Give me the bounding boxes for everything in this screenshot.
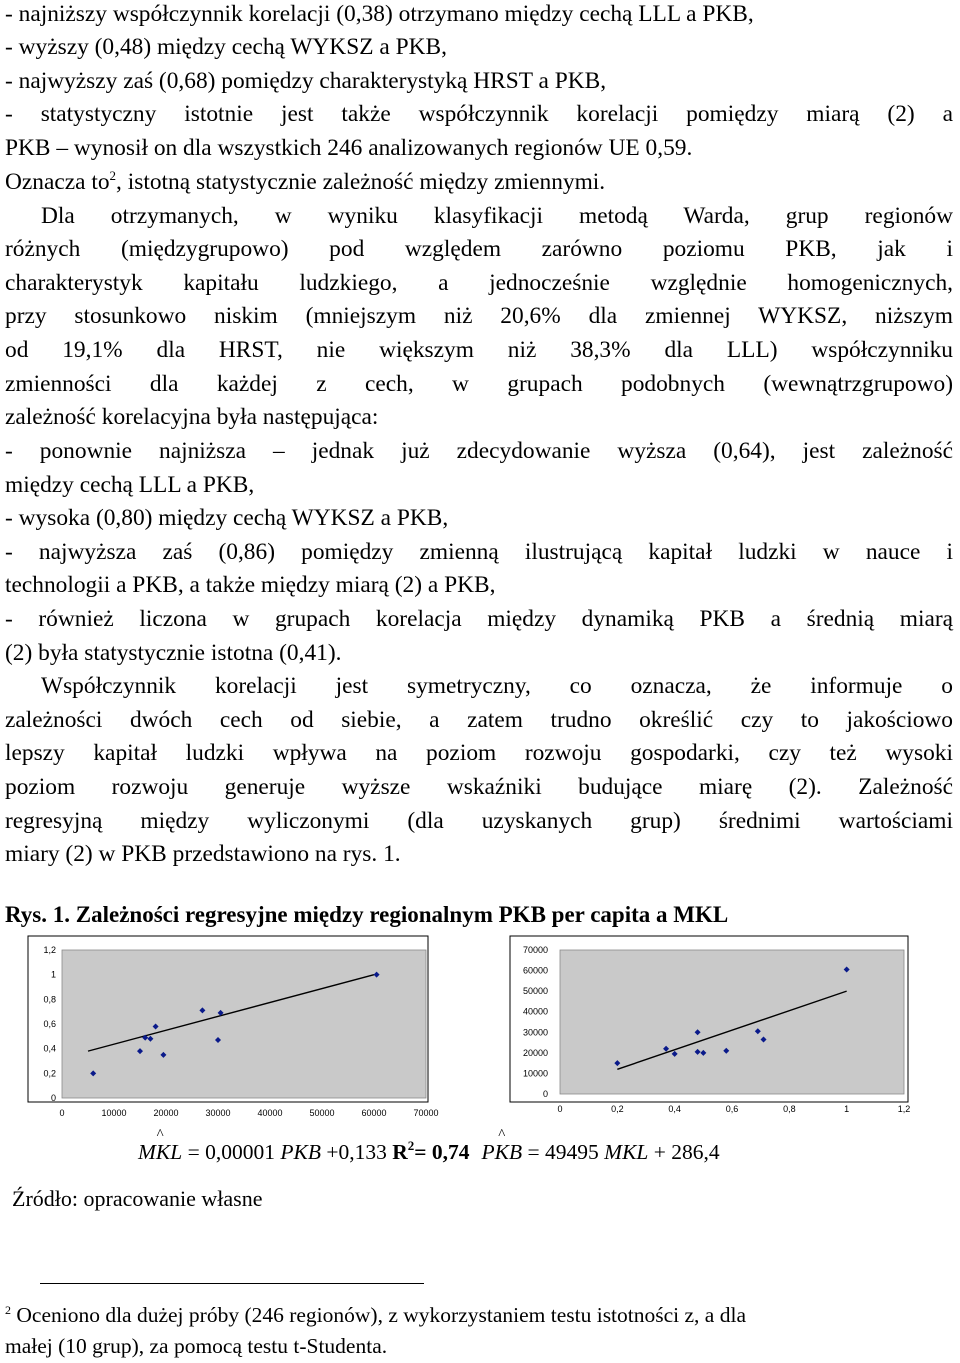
body-line: regresyjną między wyliczonymi (dla uzyskanych grup) średnimi wartościami	[5, 808, 953, 834]
oznacza-before: Oznacza to	[5, 169, 110, 195]
body-line: - najwyższy zaś (0,68) pomiędzy charakterystyką HRST a PKB,	[5, 68, 607, 94]
y-tick-label: 30000	[522, 1027, 548, 1038]
chart-mkl-vs-pkb	[28, 936, 439, 1118]
x-tick-label: 0,8	[783, 1104, 796, 1114]
y-tick-label: 40000	[522, 1006, 548, 1017]
y-tick-label: 0	[542, 1089, 548, 1099]
equation-lhs-pkb: PKB ^	[482, 1140, 523, 1165]
body-line: technologii a PKB, a także między miarą (2) a PKB,	[5, 572, 496, 598]
paragraph-start: Dla otrzymanych, w wyniku klasyfikacji metodą Warda, grup regionów	[41, 203, 953, 229]
body-line: zależność korelacyjna była następująca:	[5, 404, 379, 430]
x-tick-label: 0,6	[725, 1104, 739, 1114]
x-tick-label: 10000	[101, 1108, 127, 1118]
y-tick-label: 0	[50, 1093, 56, 1103]
equation-lhs-mkl: MKL ^	[138, 1140, 182, 1165]
body-line: - najwyższa zaś (0,86) pomiędzy zmienną ilustrującą kapitał ludzki w nauce i	[5, 539, 953, 565]
y-tick-label: 0,4	[43, 1043, 56, 1054]
x-tick-label: 20000	[153, 1108, 179, 1118]
y-tick-label: 1,2	[43, 945, 56, 955]
y-tick-label: 0,2	[43, 1068, 56, 1079]
body-line: - najniższy współczynnik korelacji (0,38) otrzymano między cechą LLL a PKB,	[5, 1, 754, 27]
x-tick-label: 0,4	[668, 1104, 681, 1114]
body-line: różnych (międzygrupowo) pod względem zarówno poziomu PKB, jak i	[5, 236, 953, 262]
equation-part: +0,133	[320, 1140, 393, 1164]
body-line: między cechą LLL a PKB,	[5, 472, 255, 498]
x-tick-label: 0	[59, 1108, 65, 1118]
plot-area	[62, 950, 426, 1098]
equation-part: = 0,00001	[182, 1140, 281, 1164]
x-tick-label: 30000	[205, 1108, 231, 1118]
y-tick-label: 0,6	[43, 1019, 56, 1029]
body-line: przy stosunkowo niskim (mniejszym niż 20,6% dla zmiennej WYKSZ, niższym	[5, 303, 953, 329]
paragraph-start: Współczynnik korelacji jest symetryczny, co oznacza, że informuje o	[41, 673, 953, 699]
body-line: lepszy kapitał ludzki wpływa na poziom rozwoju gospodarki, czy też wysoki	[5, 740, 953, 766]
regression-equations	[138, 1140, 720, 1165]
footnote-line	[5, 1300, 953, 1331]
equation-var-mkl: MKL	[604, 1140, 649, 1164]
footnote-separator	[40, 1283, 424, 1284]
body-line: od 19,1% dla HRST, nie większym niż 38,3% dla LLL) współczynniku	[5, 337, 953, 363]
body-line: zmienności dla każdej z cech, w grupach podobnych (wewnątrzgrupowo)	[5, 371, 953, 397]
body-line: zależności dwóch cech od siebie, a zatem trudno określić czy to jakościowo	[5, 707, 953, 733]
chart-pkb-vs-mkl	[510, 936, 910, 1114]
plot-area	[560, 950, 904, 1094]
body-line: - również liczona w grupach korelacja między dynamiką PKB a średnią miarą	[5, 606, 953, 632]
oznacza-after: , istotną statystycznie zależność między zmiennymi.	[116, 169, 606, 195]
figure-caption: Rys. 1. Zależności regresyjne między regionalnym PKB per capita a MKL	[5, 902, 729, 927]
body-line: poziom rozwoju generuje wyższe wskaźniki budujące miarę (2). Zależność	[5, 774, 953, 800]
body-line: - wyższy (0,48) między cechą WYKSZ a PKB,	[5, 34, 447, 60]
body-line: (2) była statystycznie istotna (0,41).	[5, 640, 342, 666]
equation-part: = 49495	[522, 1140, 605, 1164]
body-line: PKB – wynosił on dla wszystkich 246 analizowanych regionów UE 0,59.	[5, 135, 693, 161]
body-line: - statystyczny istotnie jest także współczynnik korelacji pomiędzy miarą (2) a	[5, 101, 953, 127]
x-tick-label: 60000	[361, 1108, 387, 1118]
body-line: - ponownie najniższa – jednak już zdecydowanie wyższa (0,64), jest zależność	[5, 438, 953, 464]
x-tick-label: 70000	[413, 1108, 439, 1118]
x-tick-label: 1	[844, 1104, 850, 1114]
footnote-ref: 2	[109, 168, 117, 183]
source-note: Źródło: opracowanie własne	[12, 1186, 263, 1211]
equation-part: + 286,4	[648, 1140, 720, 1164]
y-tick-label: 1	[50, 969, 56, 980]
r2-label: R	[392, 1140, 408, 1164]
body-line: miary (2) w PKB przedstawiono na rys. 1.	[5, 841, 401, 867]
footnote-number: 2	[5, 1303, 11, 1317]
y-tick-label: 60000	[522, 965, 548, 976]
body-line: charakterystyk kapitału ludzkiego, a jednocześnie względnie homogenicznych,	[5, 270, 953, 296]
footnote-text: Oceniono dla dużej próby (246 regionów), z wykorzystaniem testu istotności z, a dla	[11, 1303, 746, 1327]
y-tick-label: 50000	[522, 986, 548, 997]
r2-value: = 0,74	[414, 1140, 470, 1164]
y-tick-label: 10000	[522, 1068, 548, 1079]
y-tick-label: 70000	[522, 945, 548, 955]
y-tick-label: 20000	[522, 1047, 548, 1058]
footnote-line: małej (10 grup), za pomocą testu t-Studenta.	[5, 1334, 388, 1358]
equation-var-pkb: PKB	[280, 1140, 321, 1164]
x-tick-label: 40000	[257, 1108, 283, 1118]
body-line: - wysoka (0,80) między cechą WYKSZ a PKB,	[5, 505, 449, 531]
x-tick-label: 0,2	[611, 1104, 624, 1114]
r2-superscript: 2	[407, 1138, 415, 1153]
x-tick-label: 0	[557, 1104, 563, 1114]
x-tick-label: 50000	[309, 1108, 335, 1118]
y-tick-label: 0,8	[43, 994, 56, 1005]
x-tick-label: 1,2	[897, 1104, 911, 1114]
